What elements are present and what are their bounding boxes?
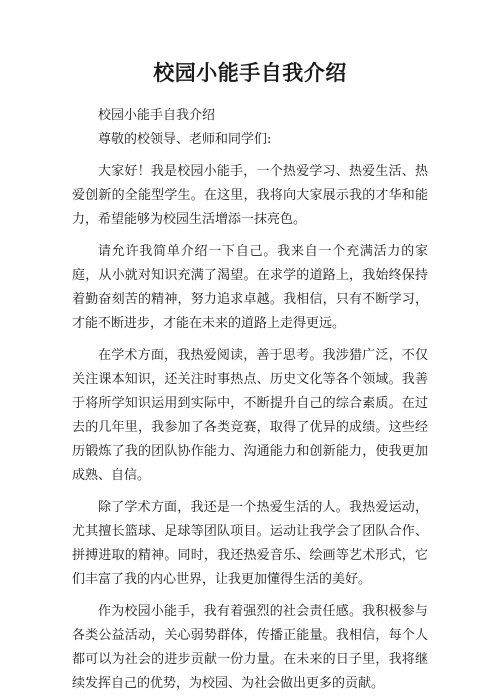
salutation: 尊敬的校领导、老师和同学们:: [98, 132, 272, 147]
paragraph-greeting: 大家好！我是校园小能手，一个热爱学习、热爱生活、热爱创新的全能型学生。在这里，我将向大家展示我的才华和能力，希望能够为校园生活增添一抹亮色。: [72, 164, 428, 227]
paragraph-social-responsibility: 作为校园小能手，我有着强烈的社会责任感。我积极参与各类公益活动，关心弱势群体，传播正能量。我相信，每个人都可以为社会的进步贡献一份力量。在未来的日子里，我将继续发挥自己的优势，为校园、为社会做出更多的贡献。: [72, 604, 428, 691]
document-subtitle-line: 校园小能手自我介绍: [98, 108, 216, 123]
paragraph-background: 请允许我简单介绍一下自己。我来自一个充满活力的家庭，从小就对知识充满了渴望。在求学的道路上，我始终保持着勤奋刻苦的精神，努力追求卓越。我相信，只有不断学习，才能不断进步，才能在未来的道路上走得更远。: [72, 244, 428, 331]
paragraph-hobbies: 除了学术方面，我还是一个热爱生活的人。我热爱运动，尤其擅长篮球、足球等团队项目。运动让我学会了团队合作、拼搏进取的精神。同时，我还热爱音乐、绘画等艺术形式，它们丰富了我的内心世界，让我更加懂得生活的美好。: [72, 500, 428, 587]
document-title: 校园小能手自我介绍: [153, 60, 347, 85]
paragraph-academics: 在学术方面，我热爱阅读，善于思考。我涉猎广泛，不仅关注课本知识，还关注时事热点、历史文化等各个领域。我善于将所学知识运用到实际中，不断提升自己的综合素质。在过去的几年里，我参加了各类竞赛，取得了优异的成绩。这些经历锻炼了我的团队协作能力、沟通能力和创新能力，使我更加成熟、自信。: [72, 348, 428, 483]
